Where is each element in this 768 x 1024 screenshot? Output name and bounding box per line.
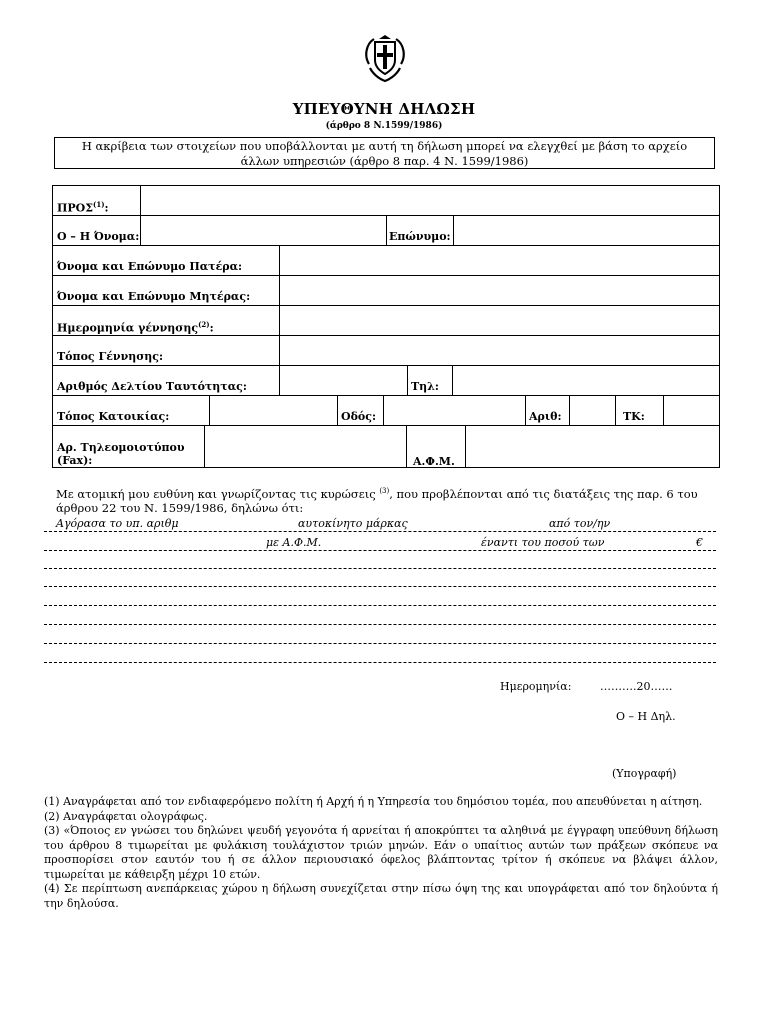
postcode-field[interactable] bbox=[665, 397, 718, 424]
declaration-line[interactable] bbox=[44, 624, 716, 625]
declaration-line[interactable] bbox=[44, 550, 716, 551]
signature-label: (Υπογραφή) bbox=[612, 767, 677, 780]
street-number-label: Αριθ: bbox=[529, 410, 562, 423]
street-label: Οδός: bbox=[341, 410, 377, 423]
declaration-line[interactable] bbox=[44, 662, 716, 663]
mother-name-field[interactable] bbox=[281, 277, 718, 304]
tax-id-label: Α.Φ.Μ. bbox=[413, 455, 455, 468]
id-number-field[interactable] bbox=[281, 367, 405, 394]
fill-text-euro: € bbox=[696, 536, 703, 549]
date-value[interactable]: ……….20…… bbox=[600, 680, 673, 693]
fax-field[interactable] bbox=[206, 427, 404, 467]
declaration-line[interactable] bbox=[44, 531, 716, 532]
declaration-line[interactable] bbox=[44, 586, 716, 587]
declaration-intro: Με ατομική μου ευθύνη και γνωρίζοντας τις κυρώσεις $^{(3)}$, που προβλέπονται από τις διατάξεις της παρ. 6 του άρθρου 22 του Ν. 1599/1986, δηλώνω ότι: bbox=[56, 486, 698, 515]
id-number-label: Αριθμός Δελτίου Ταυτότητας: bbox=[57, 380, 247, 393]
father-name-field[interactable] bbox=[281, 247, 718, 274]
mother-name-label: Όνομα και Επώνυμο Μητέρας: bbox=[57, 290, 251, 303]
law-reference: (άρθρο 8 Ν.1599/1986) bbox=[325, 121, 443, 131]
fax-label: Αρ. Τηλεομοιοτύπου (Fax): bbox=[57, 441, 185, 467]
phone-field[interactable] bbox=[454, 367, 718, 394]
surname-field[interactable] bbox=[455, 217, 718, 244]
footnote-4: (4) Σε περίπτωση ανεπάρκειας χώρου η δήλωση συνεχίζεται στην πίσω όψη της και υπογράφεται από τον δηλούντα ή την δηλούσα. bbox=[44, 882, 718, 910]
first-name-field[interactable] bbox=[142, 217, 384, 244]
street-number-field[interactable] bbox=[571, 397, 613, 424]
residence-label: Τόπος Κατοικίας: bbox=[57, 410, 170, 423]
fill-text-from-person: από τον/ην bbox=[549, 517, 611, 530]
postcode-label: ΤΚ: bbox=[623, 410, 645, 423]
street-field[interactable] bbox=[385, 397, 523, 424]
birthplace-field[interactable] bbox=[281, 337, 718, 364]
father-name-label: Όνομα και Επώνυμο Πατέρα: bbox=[57, 260, 243, 273]
recipient-field[interactable] bbox=[142, 187, 718, 214]
pros-label: ΠΡΟΣ$^{(1)}$: bbox=[57, 200, 109, 215]
hellenic-coat-of-arms-icon bbox=[362, 34, 408, 84]
fill-text-amount: έναντι του ποσού των bbox=[481, 536, 605, 549]
date-label: Ημερομηνία: bbox=[500, 680, 572, 693]
fill-text-car-brand: αυτοκίνητο μάρκας bbox=[298, 517, 408, 530]
accuracy-notice-line2: άλλων υπηρεσιών (άρθρο 8 παρ. 4 Ν. 1599/1986) bbox=[240, 154, 529, 168]
fill-text-tax-id: με Α.Φ.Μ. bbox=[266, 536, 322, 549]
declaration-line[interactable] bbox=[44, 568, 716, 569]
footnote-3: (3) «Όποιος εν γνώσει του δηλώνει ψευδή γεγονότα ή αρνείται ή αποκρύπτει τα αληθινά με έγγραφη υπεύθυνη δήλωση του άρθρου 8 τιμωρείται με φυλάκιση τουλάχιστον τριών μηνών. Εάν ο υπαίτιος αυτών των πράξεων σκόπευε να προσπορίσει στον εαυτόν του ή σε άλλον περιουσιακό όφελος βλάπτοντας τρίτον ή σκόπευε να βλάψει άλλον, τιμωρείται με κάθειρξη μέχρι 10 ετών. bbox=[44, 824, 718, 881]
accuracy-notice-line1: Η ακρίβεια των στοιχείων που υποβάλλονται με αυτή τη δήλωση μπορεί να ελεγχθεί με βάση το αρχείο bbox=[81, 139, 688, 153]
footnote-1: (1) Αναγράφεται από τον ενδιαφερόμενο πολίτη ή Αρχή ή η Υπηρεσία του δημόσιου τομέα, που απευθύνεται η αίτηση. bbox=[44, 795, 703, 808]
declaration-line[interactable] bbox=[44, 643, 716, 644]
birthdate-label: Ημερομηνία γέννησης$^{(2)}$: bbox=[57, 320, 214, 335]
footnotes bbox=[44, 795, 718, 911]
phone-label: Τηλ: bbox=[411, 380, 439, 393]
declaration-line[interactable] bbox=[44, 605, 716, 606]
fill-text-car-number: Αγόρασα το υπ. αριθμ bbox=[56, 517, 179, 530]
first-name-label: Ο – Η Όνομα: bbox=[57, 230, 140, 243]
surname-label: Επώνυμο: bbox=[389, 230, 451, 243]
birthdate-field[interactable] bbox=[281, 307, 718, 334]
accuracy-notice bbox=[54, 137, 715, 169]
tax-id-field[interactable] bbox=[467, 427, 718, 467]
footnote-2: (2) Αναγράφεται ολογράφως. bbox=[44, 809, 208, 823]
declarant-label: Ο – Η Δηλ. bbox=[616, 710, 676, 723]
document-title: ΥΠΕΥΘΥΝΗ ΔΗΛΩΣΗ bbox=[292, 100, 476, 118]
birthplace-label: Τόπος Γέννησης: bbox=[57, 350, 164, 363]
residence-field[interactable] bbox=[211, 397, 335, 424]
declarant-details-form bbox=[52, 185, 720, 468]
